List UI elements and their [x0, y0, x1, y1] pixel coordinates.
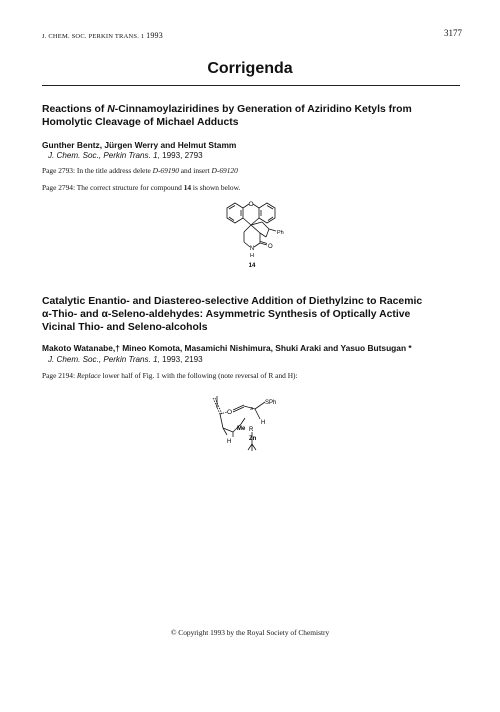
article1-title-line2: Homolytic Cleavage of Michael Adducts	[42, 117, 239, 128]
article2-authors: Makoto Watanabe,† Mineo Komota, Masamichi Nishimura, Shuki Araki and Yasuo Butsugan *	[42, 343, 412, 353]
article1-journal	[48, 151, 203, 160]
correction2-text-post: is shown below.	[191, 183, 241, 192]
article2-title	[42, 295, 462, 334]
article1-authors: Gunther Bentz, Jürgen Werry and Helmut Stamm	[42, 140, 237, 150]
ring-oxygen-label: O	[248, 201, 254, 208]
article1-journal-name: J. Chem. Soc., Perkin Trans. 1,	[48, 151, 160, 160]
phenyl-label: Ph	[277, 230, 284, 236]
article2-journal-name: J. Chem. Soc., Perkin Trans. 1,	[48, 355, 160, 364]
correction2-text: Page 2794: The correct structure for compound	[42, 183, 184, 192]
running-head-year: 1993	[146, 31, 163, 40]
article2-journal	[48, 355, 203, 364]
page-number: 3177	[444, 28, 462, 38]
article2-correction-text-post: lower half of Fig. 1 with the following (note reversal of R and H):	[100, 371, 298, 380]
running-head	[42, 31, 163, 40]
title-rule	[42, 85, 460, 86]
article2-title-line1: Catalytic Enantio- and Diastereo-selective Addition of Diethylzinc to Racemic	[42, 296, 423, 307]
stereo-s-label: S	[250, 406, 254, 411]
article1-title-italic: N	[107, 104, 115, 115]
hydrogen-right-label: H	[261, 420, 266, 426]
article2-title-line3: Vicinal Thio- and Seleno-alcohols	[42, 322, 208, 333]
article1-journal-ref: 1993, 2793	[159, 151, 203, 160]
oxygen-label: O	[227, 409, 233, 416]
transition-state-figure	[205, 390, 305, 470]
article2-correction-text: Page 2194:	[42, 371, 77, 380]
article2-title-line2: α-Thio- and α-Seleno-aldehydes: Asymmetric Synthesis of Optically Active	[42, 309, 411, 320]
correction1-text-mid: and insert	[178, 166, 212, 175]
correction1-delete-code: D-69190	[152, 166, 179, 175]
sph-label: SPh	[265, 400, 277, 406]
methyl-label: Me	[237, 426, 246, 432]
compound-number-label: 14	[248, 263, 256, 269]
nitrogen-label: N	[249, 246, 255, 252]
article1-correction1	[42, 166, 238, 175]
correction1-text: Page 2793: In the title address delete	[42, 166, 153, 175]
article1-correction2	[42, 183, 240, 192]
nh-hydrogen-label: H	[250, 253, 254, 259]
section-title: Corrigenda	[207, 60, 293, 77]
correction1-insert-code: D-69120	[211, 166, 238, 175]
hydrogen-left-label: H	[227, 439, 232, 445]
r-label: R	[249, 427, 254, 433]
article2-correction-replace: Replace	[76, 371, 101, 380]
zinc-label: Zn	[249, 436, 257, 442]
running-head-journal: J. CHEM. SOC. PERKIN TRANS. 1	[42, 33, 145, 40]
article2-journal-ref: 1993, 2193	[159, 355, 203, 364]
article1-title-line1-post: -Cinnamoylaziridines by Generation of Aziridino Ketyls from	[114, 104, 412, 115]
copyright-notice: © Copyright 1993 by the Royal Society of Chemistry	[170, 628, 330, 637]
carbonyl-oxygen-label: O	[268, 244, 273, 250]
correction2-compound-ref: 14	[183, 183, 192, 192]
compound-14-structure	[220, 198, 310, 276]
article2-correction	[42, 371, 298, 380]
article1-title	[42, 103, 462, 129]
article1-title-line1-pre: Reactions of	[42, 104, 108, 115]
